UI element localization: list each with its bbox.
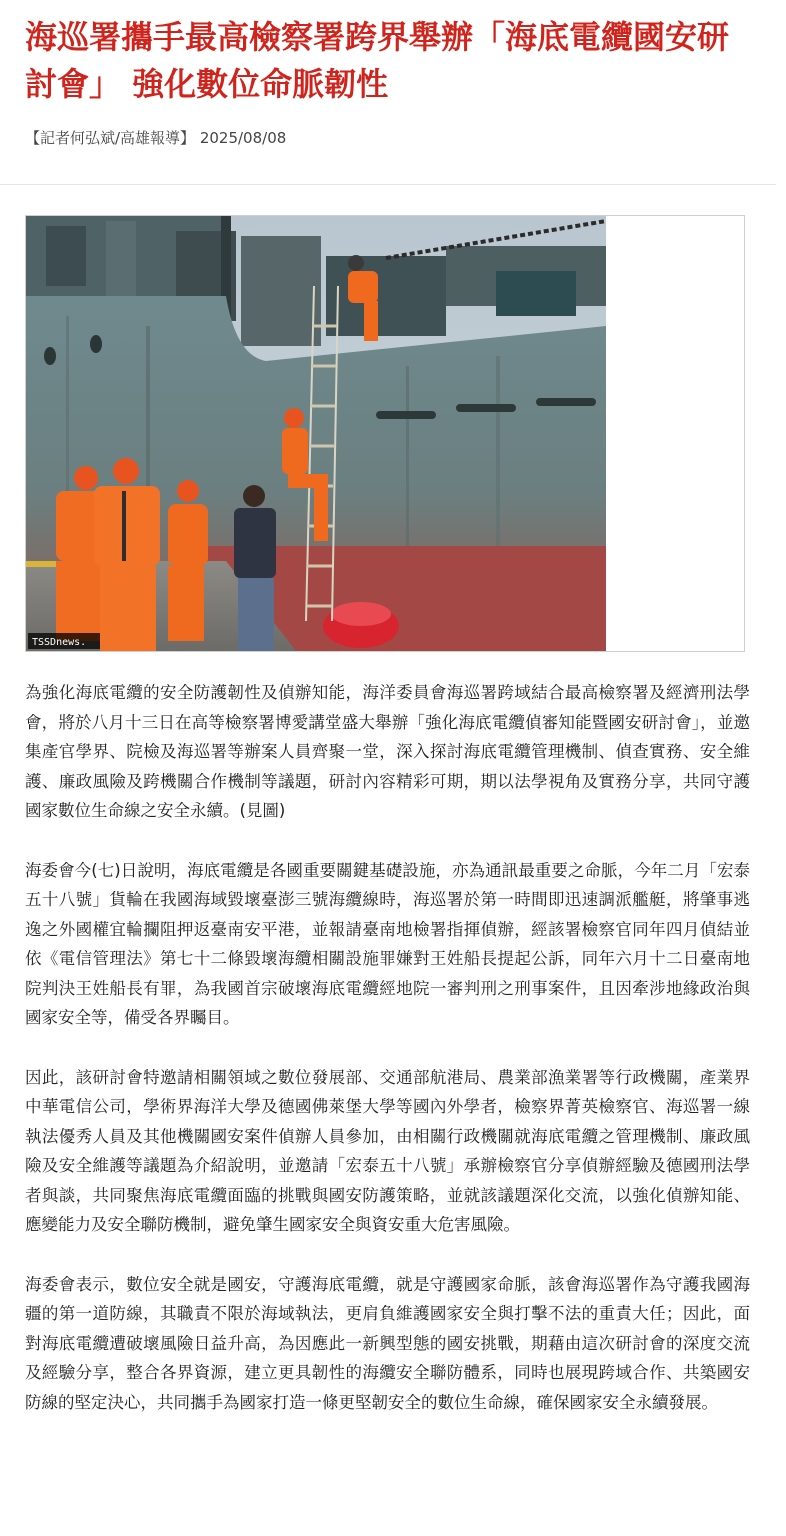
photo-watermark: TSSDnews. bbox=[32, 637, 87, 648]
article-paragraph: 因此，該研討會特邀請相關領域之數位發展部、交通部航港局、農業部漁業署等行政機關，產業界中華電信公司，學術界海洋大學及德國佛萊堡大學等國內外學者，檢察界菁英檢察官、海巡署一線執法優秀人員及其他機關國安案件偵辦人員參加，由相關行政機關就海底電纜之管理機制、廉政風險及安全維護等議題為介紹說明，並邀請「宏泰五十八號」承辦檢察官分享偵辦經驗及德國刑法學者與談，共同聚焦海底電纜面臨的挑戰與國安防護策略，並就該議題深化交流，以強化偵辦知能、應變能力及安全聯防機制，避免肇生國家安全與資安重大危害風險。 bbox=[25, 1067, 750, 1234]
article-title: 海巡署攜手最高檢察署跨界舉辦「海底電纜國安研討會」 強化數位命脈韌性 bbox=[25, 18, 730, 103]
article-body bbox=[25, 678, 750, 1447]
article-paragraph: 海委會表示，數位安全就是國安，守護海底電纜，就是守護國家命脈，該會海巡署作為守護我國海疆的第一道防線，其職責不限於海域執法，更肩負維護國家安全與打擊不法的重責大任；因此，面對海底電纜遭破壞風險日益升高，為因應此一新興型態的國安挑戰，期藉由這次研討會的深度交流及經驗分享，整合各界資源，建立更具韌性的海纜安全聯防體系，同時也展現跨域合作、共築國安防線的堅定決心，共同攜手為國家打造一條更堅韌安全的數位生命線，確保國家安全永續發展。 bbox=[25, 1274, 750, 1412]
article-photo[interactable] bbox=[26, 216, 606, 651]
article-byline: 【記者何弘斌/高雄報導】 2025/08/08 bbox=[25, 129, 287, 147]
article-photo-frame bbox=[25, 215, 745, 652]
header-divider bbox=[0, 184, 776, 185]
article-paragraph: 為強化海底電纜的安全防護韌性及偵辦知能，海洋委員會海巡署跨域結合最高檢察署及經濟刑法學會，將於八月十三日在高等檢察署博愛講堂盛大舉辦「強化海底電纜偵審知能暨國安研討會」，並邀集產官學界、院檢及海巡署等辦案人員齊聚一堂，深入探討海底電纜管理機制、偵查實務、安全維護、廉政風險及跨機關合作機制等議題，研討內容精彩可期，期以法學視角及實務分享，共同守護國家數位生命線之安全永續。(見圖) bbox=[25, 683, 750, 820]
article-paragraph: 海委會今(七)日說明，海底電纜是各國重要關鍵基礎設施，亦為通訊最重要之命脈，今年二月「宏泰五十八號」貨輪在我國海域毀壞臺澎三號海纜線時，海巡署於第一時間即迅速調派艦艇，將肇事逃逸之外國權宜輪攔阻押返臺南安平港，並報請臺南地檢署指揮偵辦，經該署檢察官同年四月偵結並依《電信管理法》第七十二條毀壞海纜相關設施罪嫌對王姓船長提起公訴，同年六月十二日臺南地院判決王姓船長有罪，為我國首宗破壞海底電纜經地院一審判刑之刑事案件，且因牽涉地緣政治與國家安全等，備受各界矚目。 bbox=[25, 860, 750, 1027]
